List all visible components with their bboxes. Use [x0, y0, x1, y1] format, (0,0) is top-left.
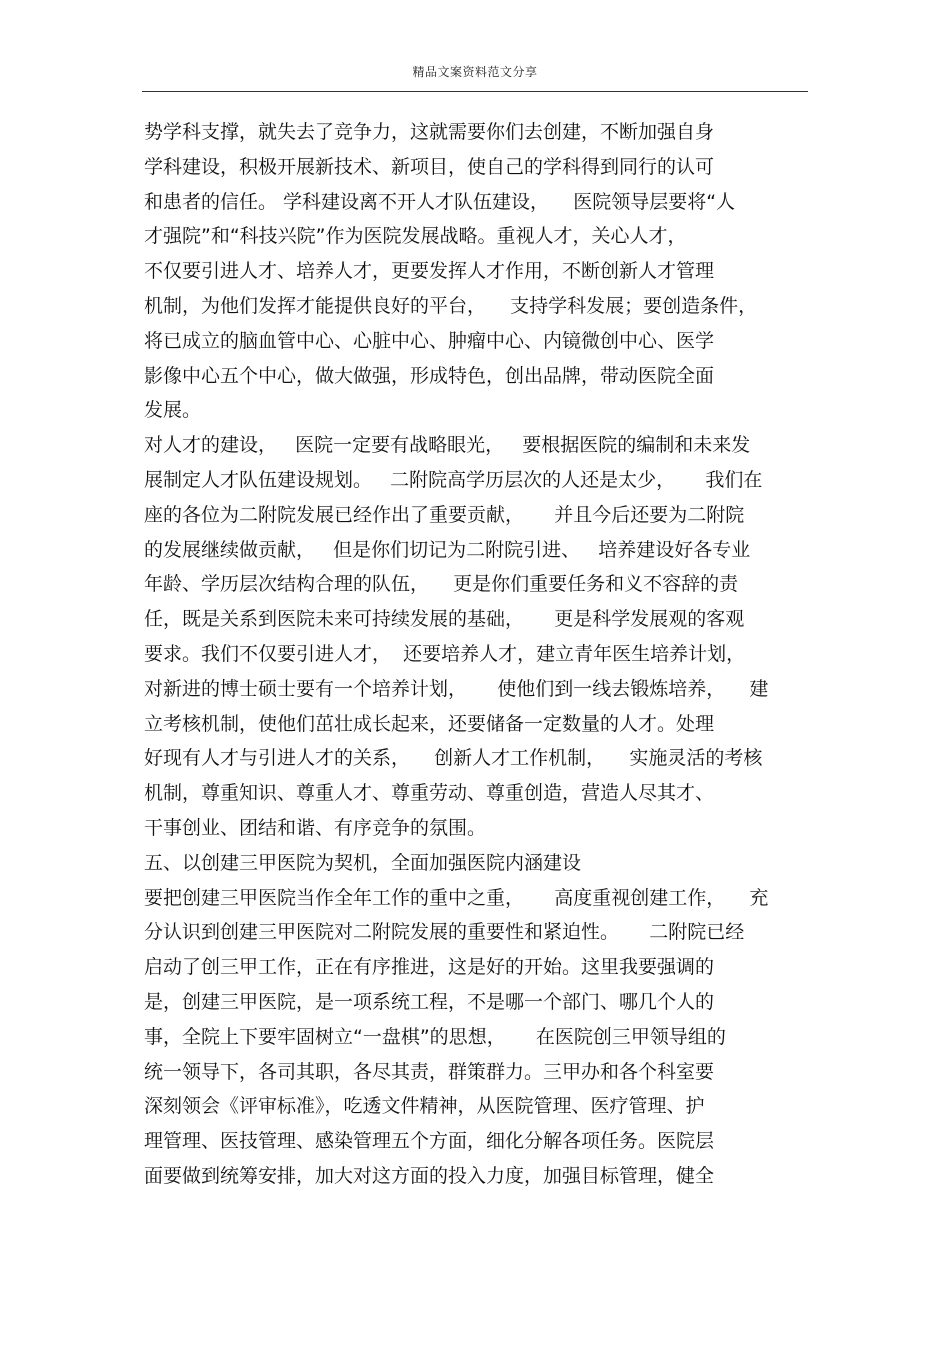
- text-line: 理管理、医技管理、感染管理五个方面，细化分解各项任务。医院层: [144, 1130, 715, 1152]
- text-line: 机制，为他们发挥才能提供良好的平台， 支持学科发展；要创造条件，: [144, 295, 758, 317]
- text-line: 不仅要引进人才、培养人才，更要发挥人才作用，不断创新人才管理: [144, 260, 715, 282]
- text-line: 学科建设，积极开展新技术、新项目，使自己的学科得到同行的认可: [144, 156, 715, 178]
- text-line: 深刻领会《评审标准》，吃透文件精神，从医院管理、医疗管理、护: [144, 1095, 705, 1117]
- text-line: 对人才的建设， 医院一定要有战略眼光， 要根据医院的编制和未来发: [144, 434, 751, 456]
- text-line: 分认识到创建三甲医院对二附院发展的重要性和紧迫性。 二附院已经: [144, 921, 745, 943]
- text-line: 年龄、学历层次结构合理的队伍， 更是你们重要任务和义不容辞的责: [144, 573, 739, 595]
- text-line: 五、以创建三甲医院为契机，全面加强医院内涵建设: [144, 852, 582, 874]
- text-line: 和患者的信任。 学科建设离不开人才队伍建设， 医院领导层要将“人: [144, 191, 736, 213]
- text-line: 干事创业、团结和谐、有序竞争的氛围。: [144, 817, 487, 839]
- text-line: 座的各位为二附院发展已经作出了重要贡献， 并且今后还要为二附院: [144, 504, 745, 526]
- text-line: 启动了创三甲工作，正在有序推进，这是好的开始。这里我要强调的: [144, 956, 715, 978]
- text-line: 统一领导下，各司其职，各尽其责，群策群力。三甲办和各个科室要: [144, 1061, 715, 1083]
- text-line: 势学科支撑，就失去了竞争力，这就需要你们去创建，不断加强自身: [144, 121, 715, 143]
- text-line: 对新进的博士硕士要有一个培养计划， 使他们到一线去锻炼培养， 建: [144, 678, 769, 700]
- text-line: 才强院”和“科技兴院”作为医院发展战略。重视人才，关心人才，: [144, 225, 687, 247]
- page-header: 精品文案资料范文分享: [412, 65, 538, 79]
- text-line: 发展。: [144, 399, 202, 421]
- text-line: 机制，尊重知识、尊重人才、尊重劳动、尊重创造，营造人尽其才、: [144, 782, 715, 804]
- text-line: 将已成立的脑血管中心、心脏中心、肿瘤中心、内镜微创中心、医学: [144, 330, 715, 352]
- header-divider: [142, 91, 808, 92]
- text-line: 好现有人才与引进人才的关系， 创新人才工作机制， 实施灵活的考核: [144, 747, 763, 769]
- text-line: 展制定人才队伍建设规划。 二附院高学历层次的人还是太少， 我们在: [144, 469, 763, 491]
- text-line: 要求。我们不仅要引进人才， 还要培养人才，建立青年医生培养计划，: [144, 643, 746, 665]
- text-line: 面要做到统筹安排，加大对这方面的投入力度，加强目标管理，健全: [144, 1165, 715, 1187]
- text-line: 任，既是关系到医院未来可持续发展的基础， 更是科学发展观的客观: [144, 608, 745, 630]
- text-line: 是，创建三甲医院，是一项系统工程，不是哪一个部门、哪几个人的: [144, 991, 715, 1013]
- text-line: 事，全院上下要牢固树立“一盘棋”的思想， 在医院创三甲领导组的: [144, 1026, 726, 1048]
- text-line: 要把创建三甲医院当作全年工作的重中之重， 高度重视创建工作， 充: [144, 887, 769, 909]
- text-line: 影像中心五个中心，做大做强，形成特色，创出品牌，带动医院全面: [144, 365, 715, 387]
- text-line: 的发展继续做贡献， 但是你们切记为二附院引进、 培养建设好各专业: [144, 539, 751, 561]
- text-line: 立考核机制，使他们茁壮成长起来，还要储备一定数量的人才。处理: [144, 713, 715, 735]
